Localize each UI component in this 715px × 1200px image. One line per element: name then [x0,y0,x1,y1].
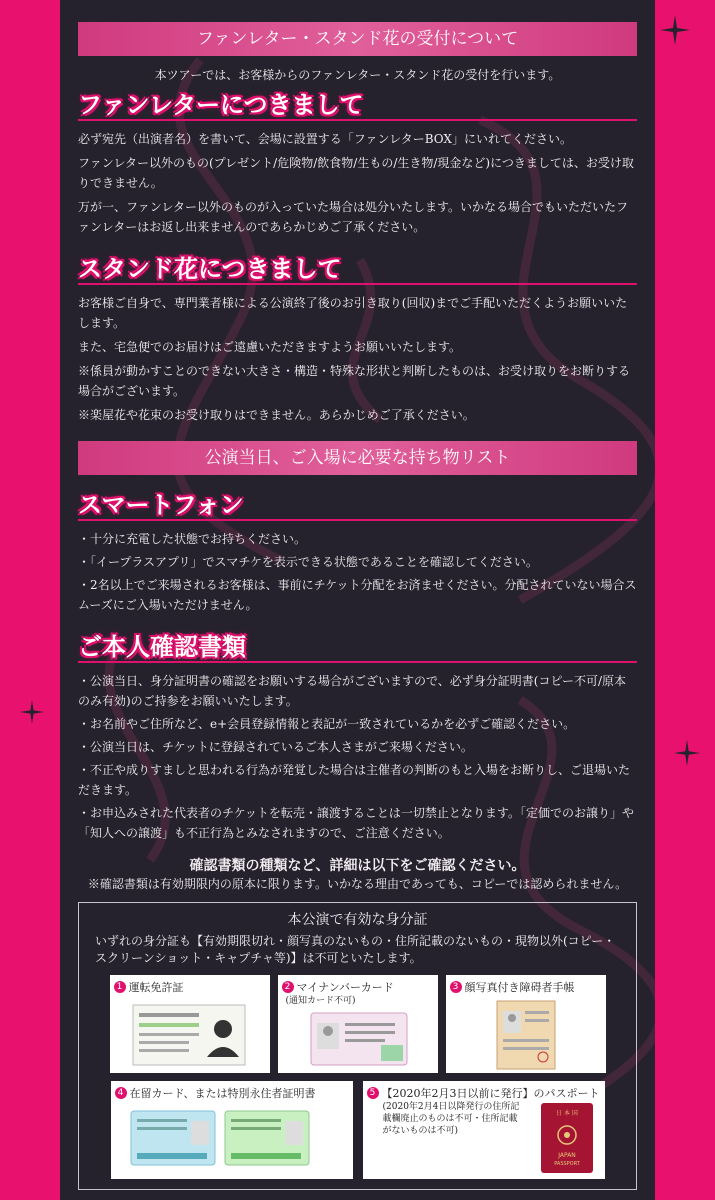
number-badge: 3 [450,981,462,993]
card-label: 【2020年2月3日以前に発行】のパスポート [381,1087,600,1100]
passport-icon [539,1101,595,1175]
passport-text: PASSPORT [553,1161,580,1167]
number-badge: 5 [367,1087,379,1099]
card-note: (通知カード不可) [285,996,356,1006]
card-label: マイナンバーカード [296,981,394,994]
fanletter-para: 必ず宛先（出演者名）を書いて、会場に設置する「ファンレターBOX」にいれてください。 [78,132,572,146]
card-label: 運転免許証 [128,981,184,994]
identity-heading: ご本人確認書類 [78,627,637,665]
original-only-note: ※確認書類は有効期限内の原本に限ります。いかなる理由であっても、コピーでは認められません。 [87,877,628,891]
passport-text: JAPAN [557,1152,576,1159]
id-card-passport [363,1081,605,1179]
identity-item: ・お名前やご住所など、e+会員登録情報と表記が一致されているかを必ずご確認ください。 [78,717,576,731]
valid-id-box [78,902,637,1190]
identity-item: ・お申込みされた代表者のチケットを転売・譲渡することは一切禁止となります。「定価でのお譲り」や「知人への譲渡」も不正行為とみなされますので、ご注意ください。 [78,806,634,840]
fanletter-para: ファンレター以外のもの(プレゼント/危険物/飲食物/生もの/生き物/現金など)につきましては、お受け取りできません。 [78,156,634,190]
flower-para: お客様ご自身で、専門業者様による公演終了後のお引き取り(回収)までご手配いただくようお願いいたします。 [78,296,628,330]
fanletter-para: 万が一、ファンレター以外のものが入っていた場合は処分いたします。いかなる場合でもいただいたファンレターはお返し出来ませんのであらかじめご了承ください。 [78,200,629,234]
passport-text: 日 本 国 [555,1110,578,1117]
smartphone-item: ・十分に充電した状態でお持ちください。 [78,532,307,546]
id-card-drivers-license [110,975,270,1073]
fanletter-section-band: ファンレター・スタンド花の受付について [78,22,637,56]
page-panel [60,0,655,1200]
identity-item: ・不正や成りすましと思われる行為が発覚した場合は主催者の判断のもと入場をお断りし、ご退場いただきます。 [78,763,631,797]
fanletter-heading: ファンレターにつきまして [78,85,637,123]
identity-item: ・公演当日、身分証明書の確認をお願いする場合がございますので、必ず身分証明書(コピー不可/原本のみ有効)のご持参をお願いいたします。 [78,674,627,708]
details-note: 確認書類の種類など、詳細は以下をご確認ください。 [189,858,526,874]
flower-para: ※楽屋花や花束のお受け取りはできません。あらかじめご了承ください。 [78,408,475,422]
number-badge: 2 [282,981,294,993]
card-note: (2020年2月4日以降発行の住所記載欄廃止のものは不可・住所記載がないものは不可) [382,1102,520,1136]
card-label: 在留カード、または特別永住者証明書 [129,1087,316,1100]
smartphone-heading: スマートフォン [78,485,637,523]
card-label: 顔写真付き障碍者手帳 [464,981,575,994]
residence-card-icon [117,1103,347,1175]
mynumber-card-icon [283,1009,433,1067]
valid-id-title: 本公演で有効な身分証 [287,912,428,928]
valid-id-desc: いずれの身分証も【有効期限切れ・顔写真のないもの・住所記載のないもの・現物以外(コピー・スクリーンショット・キャプチャ等)】は不可といたします。 [95,934,616,965]
identity-item: ・公演当日は、チケットに登録されているご本人さまがご来場ください。 [78,740,473,754]
drivers-license-icon [115,999,265,1069]
sparkle-icon [674,740,700,766]
sparkle-icon [20,700,44,724]
flower-para: ※係員が動かすことのできない大きさ・構造・特殊な形状と判断したものは、お受け取りをお断りする場合がございます。 [78,364,631,398]
number-badge: 1 [114,981,126,993]
id-cards-row-1 [89,975,626,1073]
id-cards-row-2 [89,1081,626,1179]
handbook-icon [451,997,601,1071]
id-card-mynumber [278,975,438,1073]
sparkle-icon [660,15,690,45]
id-card-residence [111,1081,353,1179]
items-section-band: 公演当日、ご入場に必要な持ち物リスト [78,441,637,475]
smartphone-item: ・「イープラスアプリ」でスマチケを表示できる状態であることを確認してください。 [78,555,538,569]
id-card-disability-handbook [446,975,606,1073]
number-badge: 4 [115,1087,127,1099]
flower-para: また、宅急便でのお届けはご遠慮いただきますようお願いいたします。 [78,340,462,354]
flower-heading: スタンド花につきまして [78,249,637,287]
intro-text: 本ツアーでは、お客様からのファンレター・スタンド花の受付を行います。 [154,68,561,82]
smartphone-item: ・2名以上でご来場されるお客様は、事前にチケット分配をお済ませください。分配されていない場合スムーズにご入場いただけません。 [78,578,637,612]
